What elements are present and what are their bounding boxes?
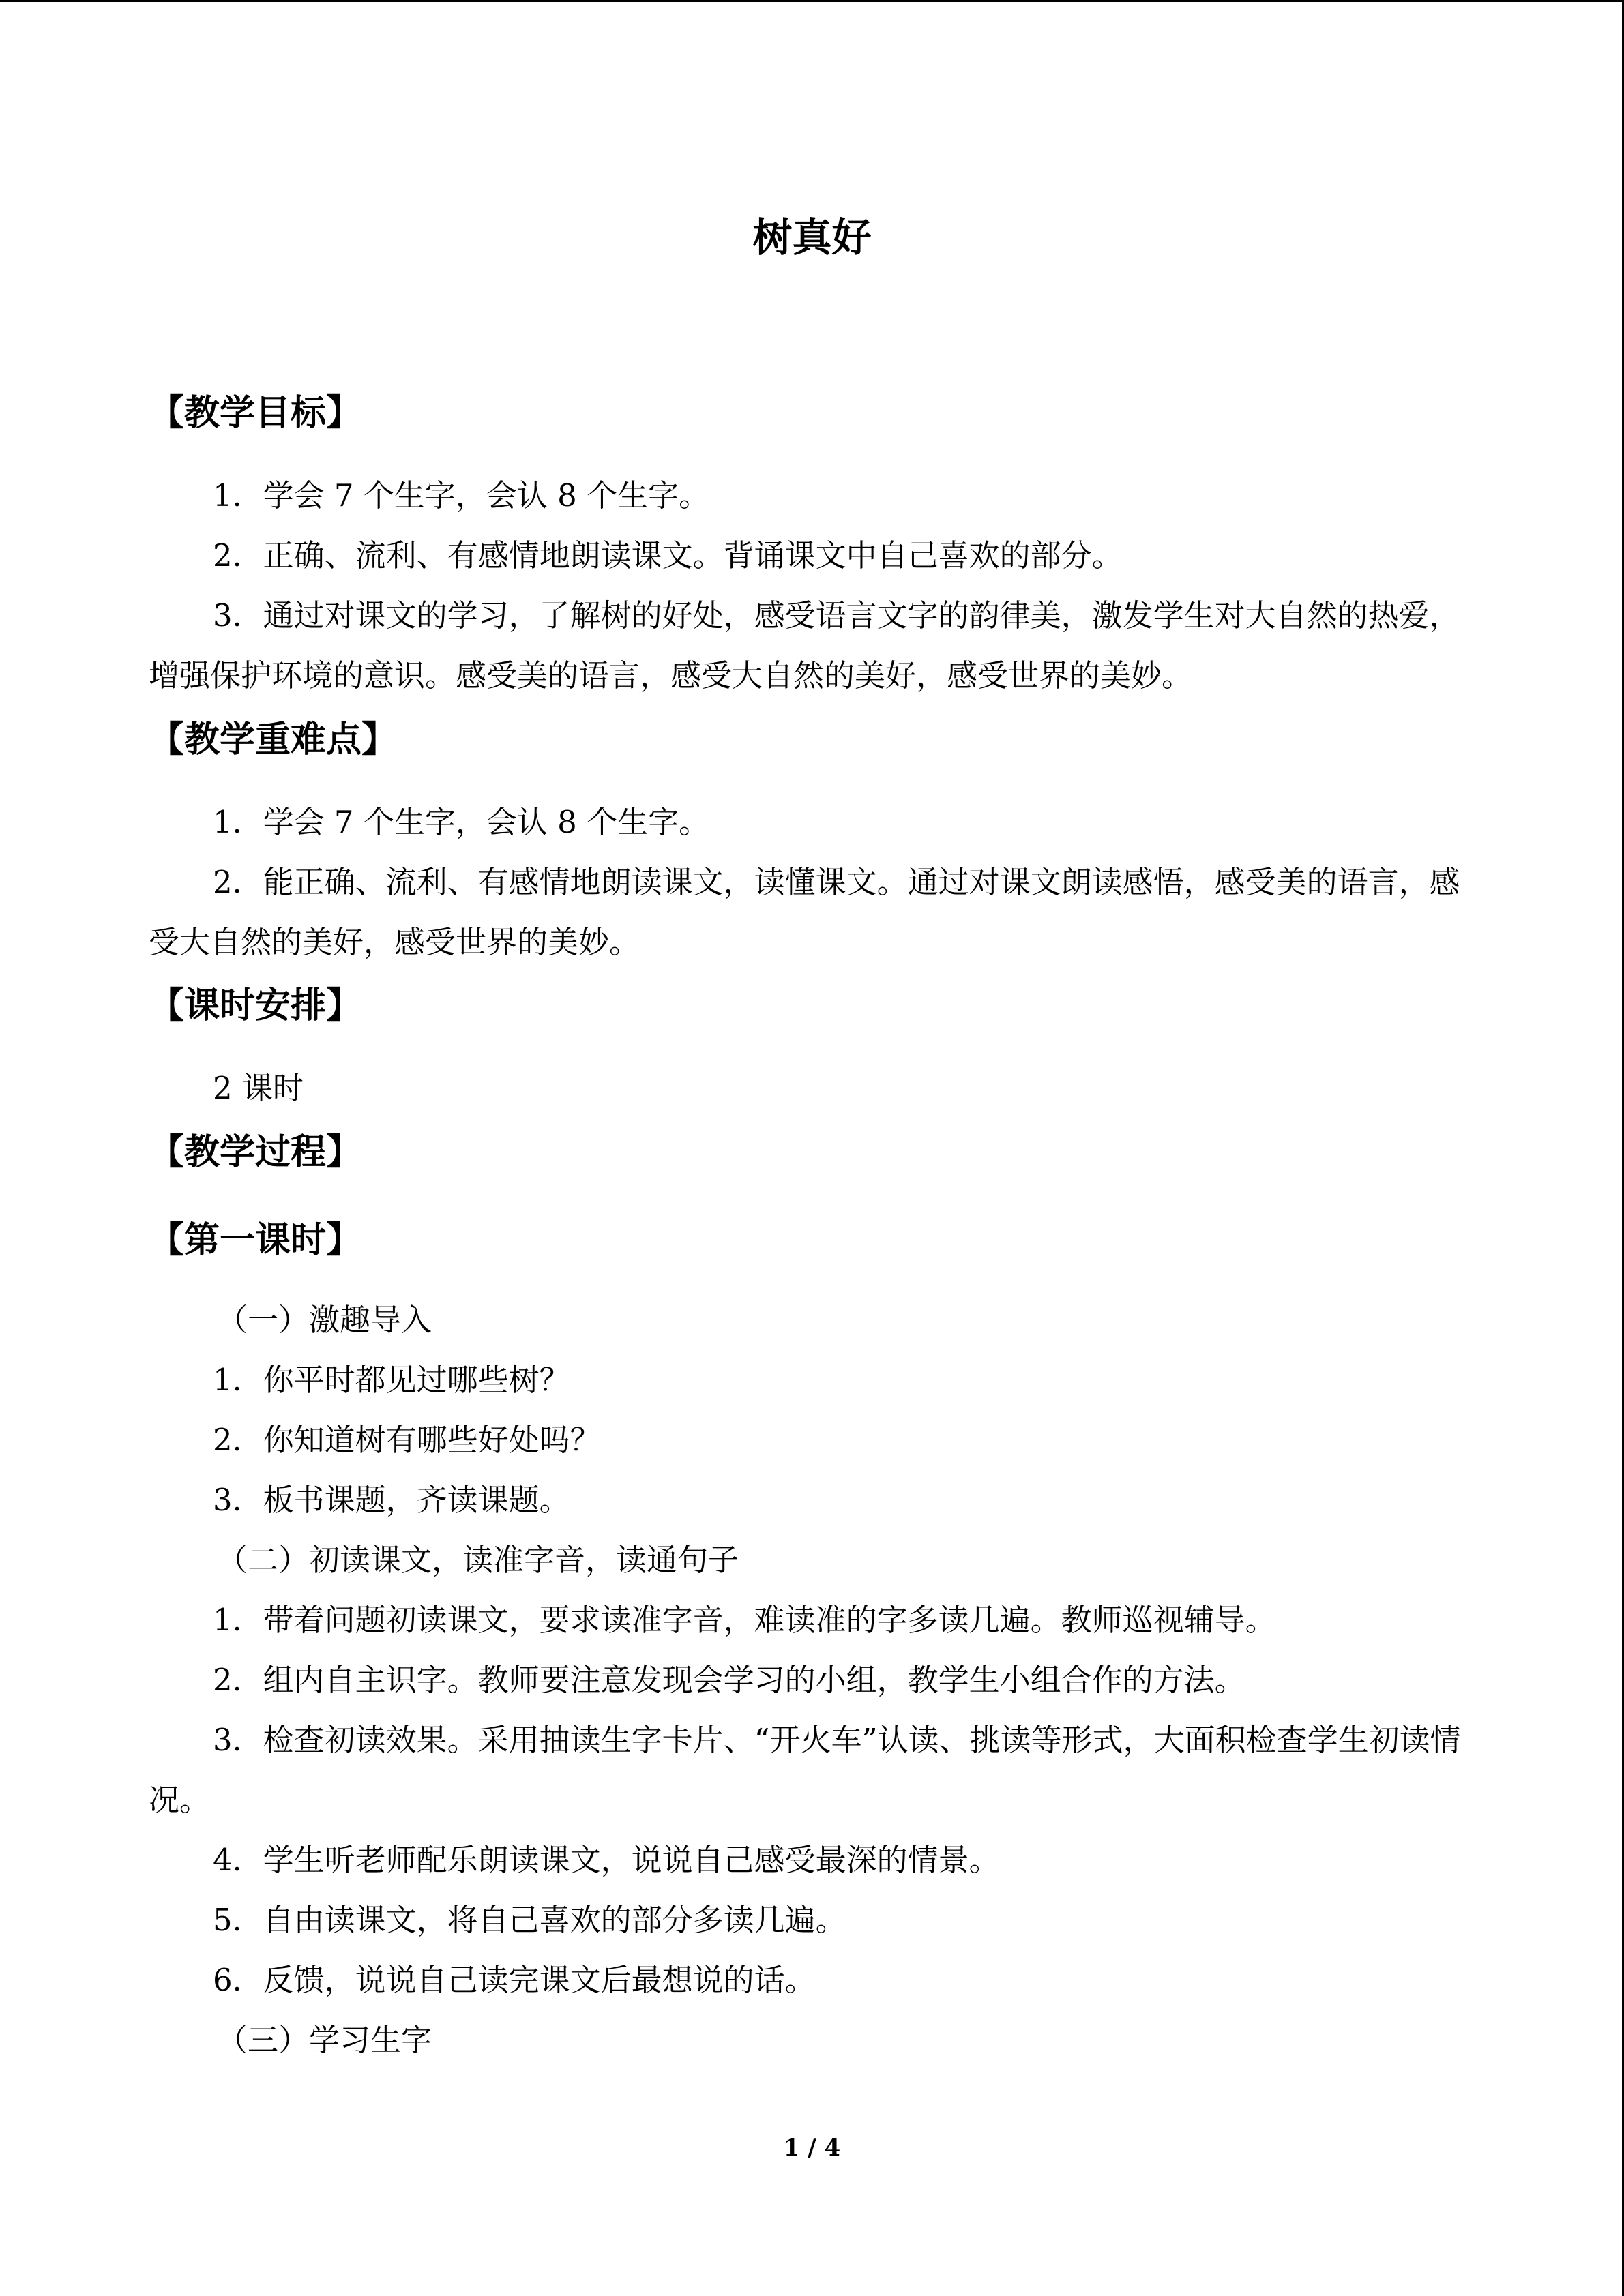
part-two-item-4: 4．学生听老师配乐朗读课文，说说自己感受最深的情景。 — [213, 1842, 1000, 1878]
goal-item-3: 3．通过对课文的学习，了解树的好处，感受语言文字的韵律美，激发学生对大自然的热爱，增强保护环境的意识。感受美的语言，感受大自然的美好，感受世界的美妙。 — [149, 597, 1460, 694]
part-one-title: （一）激趣导入 — [217, 1302, 432, 1338]
key-point-item-1: 1．学会 7 个生字，会认 8 个生字。 — [213, 804, 710, 840]
key-point-item-2: 2．能正确、流利、有感情地朗读课文，读懂课文。通过对课文朗读感悟，感受美的语言，感受大自然的美好，感受世界的美妙。 — [149, 864, 1460, 960]
document-title: 树真好 — [752, 214, 872, 260]
part-two-item-3: 3．检查初读效果。采用抽读生字卡片、“开火车”认读、挑读等形式，大面积检查学生初读情况。 — [149, 1722, 1461, 1818]
part-two-item-2: 2．组内自主识字。教师要注意发现会学习的小组，教学生小组合作的方法。 — [213, 1662, 1245, 1698]
page-border-top — [0, 0, 1624, 2]
goal-item-2: 2．正确、流利、有感情地朗读课文。背诵课文中自己喜欢的部分。 — [213, 537, 1123, 573]
schedule-text: 2 课时 — [213, 1070, 304, 1106]
part-two-title: （二）初读课文，读准字音，读通句子 — [217, 1542, 739, 1578]
heading-key-points: 【教学重难点】 — [149, 719, 398, 760]
part-two-item-5: 5．自由读课文，将自己喜欢的部分多读几遍。 — [213, 1902, 846, 1938]
part-one-item-3: 3．板书课题，齐读课题。 — [213, 1482, 570, 1518]
heading-teaching-process: 【教学过程】 — [149, 1131, 362, 1173]
goal-item-1: 1．学会 7 个生字，会认 8 个生字。 — [213, 477, 710, 513]
part-two-item-6: 6．反馈，说说自己读完课文后最想说的话。 — [213, 1962, 816, 1998]
part-one-item-2: 2．你知道树有哪些好处吗？ — [213, 1422, 601, 1458]
page-number: 1 / 4 — [783, 2134, 841, 2162]
part-one-item-1: 1．你平时都见过哪些树？ — [213, 1362, 570, 1398]
part-two-item-1: 1．带着问题初读课文，要求读准字音，难读准的字多读几遍。教师巡视辅导。 — [213, 1602, 1276, 1638]
heading-teaching-goals: 【教学目标】 — [149, 392, 362, 434]
heading-schedule: 【课时安排】 — [149, 985, 362, 1026]
part-three-title: （三）学习生字 — [217, 2022, 432, 2058]
heading-lesson-one: 【第一课时】 — [149, 1219, 362, 1261]
